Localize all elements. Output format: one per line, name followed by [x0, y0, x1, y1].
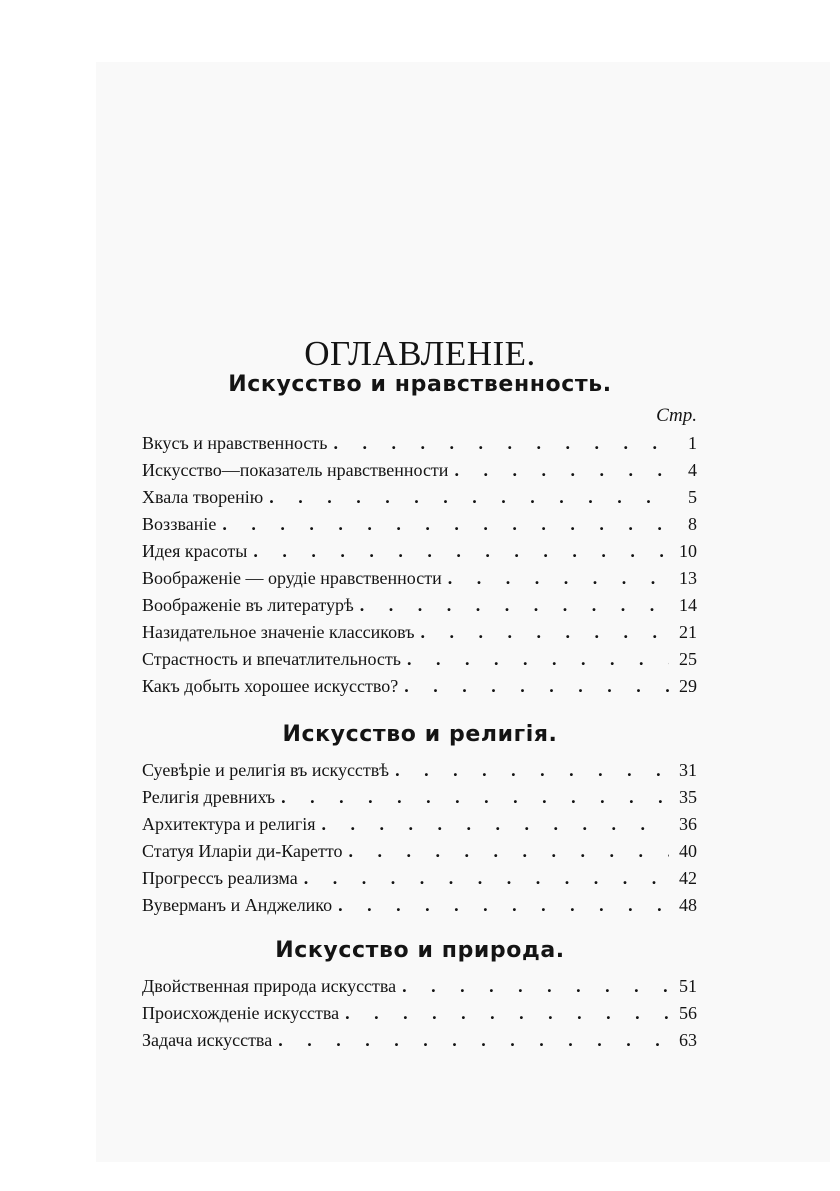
entry-title: Происхожденіе искусства	[142, 1003, 340, 1023]
entry-page-number: 1	[688, 433, 697, 453]
toc-entry	[142, 811, 697, 838]
entry-page-number: 40	[679, 841, 697, 861]
entry-page-number: 5	[688, 487, 697, 507]
dot-leader	[222, 511, 669, 538]
toc-entry	[142, 784, 697, 811]
dot-leader	[345, 1000, 669, 1027]
entry-title: Какъ добыть хорошее искусство?	[142, 676, 399, 696]
toc-entry	[142, 1000, 697, 1027]
entry-title: Статуя Иларіи ди-Каретто	[142, 841, 343, 861]
toc-entry	[142, 838, 697, 865]
toc-entry	[142, 484, 697, 511]
entry-title: Вкусъ и нравственность	[142, 433, 328, 453]
page-column-label: Стр.	[656, 405, 697, 426]
toc-entry	[142, 565, 697, 592]
dot-leader	[395, 757, 669, 784]
dot-leader	[360, 592, 669, 619]
dot-leader	[253, 538, 669, 565]
entry-title: Воображеніе въ литературѣ	[142, 595, 354, 615]
toc-entry	[142, 538, 697, 565]
entry-title: Воображеніе — орудіе нравственности	[142, 568, 442, 588]
entry-title: Двойственная природа искусства	[142, 976, 397, 996]
entry-page-number: 13	[679, 568, 697, 588]
page-title: ОГЛАВЛЕНІЕ.	[304, 334, 536, 374]
entry-page-number: 36	[679, 814, 697, 834]
entry-page-number: 31	[679, 760, 697, 780]
dot-leader	[281, 784, 669, 811]
toc-entry	[142, 646, 697, 673]
dot-leader	[278, 1027, 669, 1054]
entry-page-number: 35	[679, 787, 697, 807]
toc-entry	[142, 511, 697, 538]
dot-leader	[304, 865, 669, 892]
entry-page-number: 51	[679, 976, 697, 996]
entry-page-number: 29	[679, 676, 697, 696]
entry-title: Воззваніе	[142, 514, 217, 534]
entry-page-number: 8	[688, 514, 697, 534]
entry-title: Назидательное значеніе классиковъ	[142, 622, 415, 642]
dot-leader	[269, 484, 669, 511]
entry-page-number: 21	[679, 622, 697, 642]
toc-entry	[142, 457, 697, 484]
entry-page-number: 56	[679, 1003, 697, 1023]
dot-leader	[333, 430, 669, 457]
entry-title: Прогрессъ реализма	[142, 868, 298, 888]
entry-title: Хвала творенію	[142, 487, 264, 507]
toc-entry	[142, 973, 697, 1000]
entry-title: Идея красоты	[142, 541, 248, 561]
dot-leader	[421, 619, 670, 646]
entry-page-number: 10	[679, 541, 697, 561]
dot-leader	[348, 838, 669, 865]
toc-entry	[142, 892, 697, 919]
section-heading: Искусство и религія.	[282, 722, 558, 747]
dot-leader	[448, 565, 669, 592]
entry-page-number: 42	[679, 868, 697, 888]
toc-section-1	[142, 430, 697, 700]
entry-title: Вуверманъ и Анджелико	[142, 895, 333, 915]
dot-leader	[402, 973, 669, 1000]
toc-entry	[142, 592, 697, 619]
entry-title: Архитектура и религія	[142, 814, 316, 834]
dot-leader	[404, 673, 669, 700]
entry-title: Суевѣріе и религія въ искусствѣ	[142, 760, 390, 780]
toc-section-3	[142, 973, 697, 1054]
dot-leader	[338, 892, 669, 919]
entry-title: Религія древнихъ	[142, 787, 276, 807]
toc-entry	[142, 673, 697, 700]
dot-leader	[322, 811, 669, 838]
entry-page-number: 14	[679, 595, 697, 615]
entry-title: Задача искусства	[142, 1030, 273, 1050]
toc-entry	[142, 619, 697, 646]
toc-entry	[142, 865, 697, 892]
entry-page-number: 48	[679, 895, 697, 915]
dot-leader	[407, 646, 669, 673]
toc-entry	[142, 1027, 697, 1054]
entry-title: Страстность и впечатлительность	[142, 649, 401, 669]
dot-leader	[454, 457, 669, 484]
entry-page-number: 4	[688, 460, 697, 480]
entry-title: Искусство—показатель нравственности	[142, 460, 449, 480]
entry-page-number: 25	[679, 649, 697, 669]
toc-entry	[142, 757, 697, 784]
toc-section-2	[142, 757, 697, 919]
section-heading: Искусство и нравственность.	[228, 372, 612, 397]
entry-page-number: 63	[679, 1030, 697, 1050]
section-heading: Искусство и природа.	[275, 938, 565, 963]
toc-entry	[142, 430, 697, 457]
